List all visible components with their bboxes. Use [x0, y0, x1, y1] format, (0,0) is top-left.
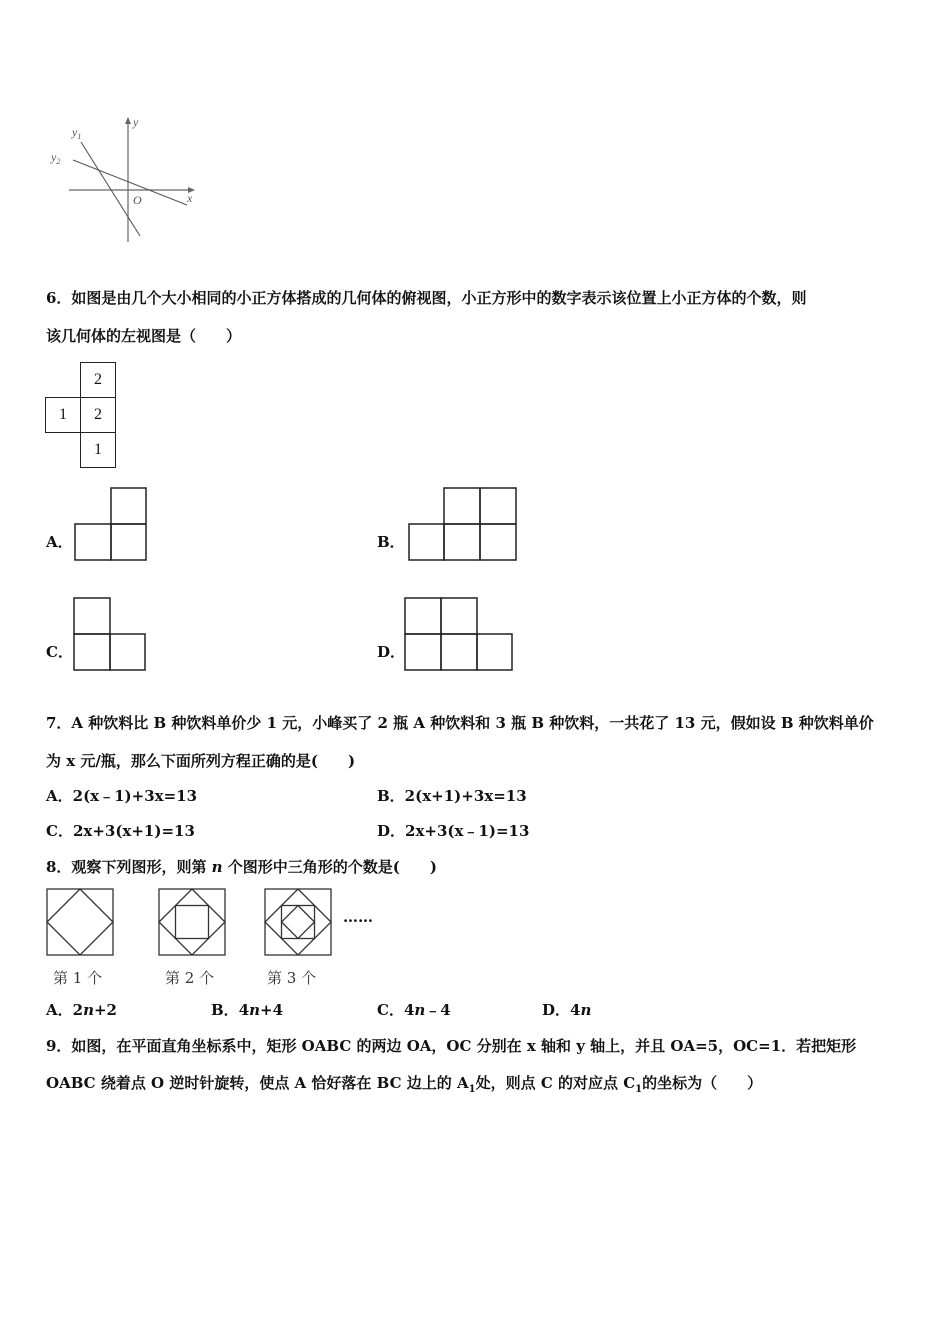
- q6-option-a-label[interactable]: A．: [46, 533, 73, 551]
- q8-option-c-label: C．: [377, 1001, 404, 1019]
- q9-text-sub2: 1: [635, 1084, 643, 1095]
- q8-option-a[interactable]: [46, 999, 117, 1020]
- label-x: x: [187, 191, 193, 205]
- q9-text-sub1: 1: [468, 1084, 476, 1095]
- q8-option-a-var: n: [83, 1001, 94, 1019]
- q6-text-line1: 6．如图是由几个大小相同的小正方体搭成的几何体的俯视图，小正方形中的数字表示该位置上小正方体的个数，则: [46, 289, 807, 307]
- q8-option-d-var: n: [580, 1001, 592, 1019]
- q7-option-b[interactable]: B．2(x+1)+3x=13: [377, 787, 527, 805]
- top-view-grid: [44, 362, 118, 470]
- q8-option-c-pre: 4: [403, 1001, 415, 1019]
- q8-text-suffix: 个图形中三角形的个数是( ): [222, 858, 437, 876]
- q7-option-a[interactable]: A．2(x﹣1)+3x=13: [46, 787, 198, 805]
- q7-text-line2: 为 x 元/瓶，那么下面所列方程正确的是( ): [46, 752, 356, 770]
- q9-text-line2-post: 的坐标为（ ）: [642, 1074, 763, 1092]
- pattern-caption-2: 第 2 个: [165, 969, 215, 987]
- grid-cell: [80, 362, 116, 398]
- pattern-caption-3: 第 3 个: [267, 969, 317, 987]
- q8-text-prefix: 8．观察下列图形，则第: [46, 858, 212, 876]
- q8-option-a-pre: 2: [72, 1001, 84, 1019]
- q9-text-line1: 9．如图，在平面直角坐标系中，矩形 OABC 的两边 OA，OC 分别在 x 轴和 y 轴上，并且 OA=5，OC=1．若把矩形: [46, 1037, 857, 1055]
- pattern-figure-3: [264, 888, 334, 958]
- grid-number: 1: [94, 441, 102, 458]
- pattern-caption-1: 第 1 个: [53, 969, 103, 987]
- line-y1: [81, 142, 140, 236]
- q8-option-c-post: ﹣4: [425, 1001, 451, 1019]
- q8-option-a-label: A．: [46, 1001, 73, 1019]
- q8-option-d[interactable]: [542, 999, 591, 1020]
- pattern-figure-1: [46, 888, 116, 958]
- q8-option-c[interactable]: [377, 999, 451, 1020]
- q6-text-line2: 该几何体的左视图是（ ）: [46, 327, 242, 345]
- pattern-figure-2: [158, 888, 228, 958]
- q8-option-b-label: B．: [211, 1001, 239, 1019]
- q8-option-a-post: +2: [93, 1001, 117, 1019]
- q7-option-d[interactable]: D．2x+3(x﹣1)=13: [377, 822, 530, 840]
- q9-text-line2-mid: 处，则点 C 的对应点 C: [475, 1074, 636, 1092]
- q6-option-c-figure[interactable]: [73, 597, 147, 673]
- pattern-ellipsis: ……: [343, 908, 373, 926]
- label-y: y: [133, 115, 139, 129]
- q8-text: [46, 856, 437, 877]
- q7-text-line1: 7．A 种饮料比 B 种饮料单价少 1 元，小峰买了 2 瓶 A 种饮料和 3 瓶 B 种饮料，一共花了 13 元，假如设 B 种饮料单价: [46, 714, 874, 732]
- q8-option-b-pre: 4: [238, 1001, 250, 1019]
- q8-option-d-pre: 4: [570, 1001, 581, 1019]
- grid-cell: [45, 397, 81, 433]
- y-axis-arrow: [125, 117, 131, 124]
- q8-option-b-post: +4: [260, 1001, 284, 1019]
- q9-text-line2-pre: OABC 绕着点 O 逆时针旋转，使点 A 恰好落在 BC 边上的 A: [46, 1074, 469, 1092]
- label-origin: O: [133, 193, 142, 207]
- q7-option-c[interactable]: C．2x+3(x+1)=13: [46, 822, 195, 840]
- linear-functions-graph: [45, 112, 205, 252]
- label-y2: $y_2$: [51, 150, 61, 166]
- grid-cell: [80, 432, 116, 468]
- q8-text-var: n: [211, 858, 223, 876]
- q6-option-c-label[interactable]: C．: [46, 643, 73, 661]
- line-y2: [73, 160, 187, 205]
- q6-option-b-figure[interactable]: [408, 487, 518, 563]
- grid-number: 2: [94, 406, 102, 423]
- q8-option-c-var: n: [414, 1001, 426, 1019]
- grid-number: 1: [59, 406, 67, 423]
- q6-option-b-label[interactable]: B．: [377, 533, 405, 551]
- q6-option-d-label[interactable]: D．: [377, 643, 406, 661]
- grid-number: 2: [94, 371, 102, 388]
- q8-option-b[interactable]: [211, 999, 283, 1020]
- label-y1: $y_1$: [72, 125, 82, 141]
- q6-option-a-figure[interactable]: [74, 487, 148, 563]
- grid-cell: [80, 397, 116, 433]
- q6-option-d-figure[interactable]: [404, 597, 514, 673]
- q9-text-line2: [46, 1072, 762, 1095]
- q8-option-d-label: D．: [542, 1001, 571, 1019]
- q8-option-b-var: n: [249, 1001, 261, 1019]
